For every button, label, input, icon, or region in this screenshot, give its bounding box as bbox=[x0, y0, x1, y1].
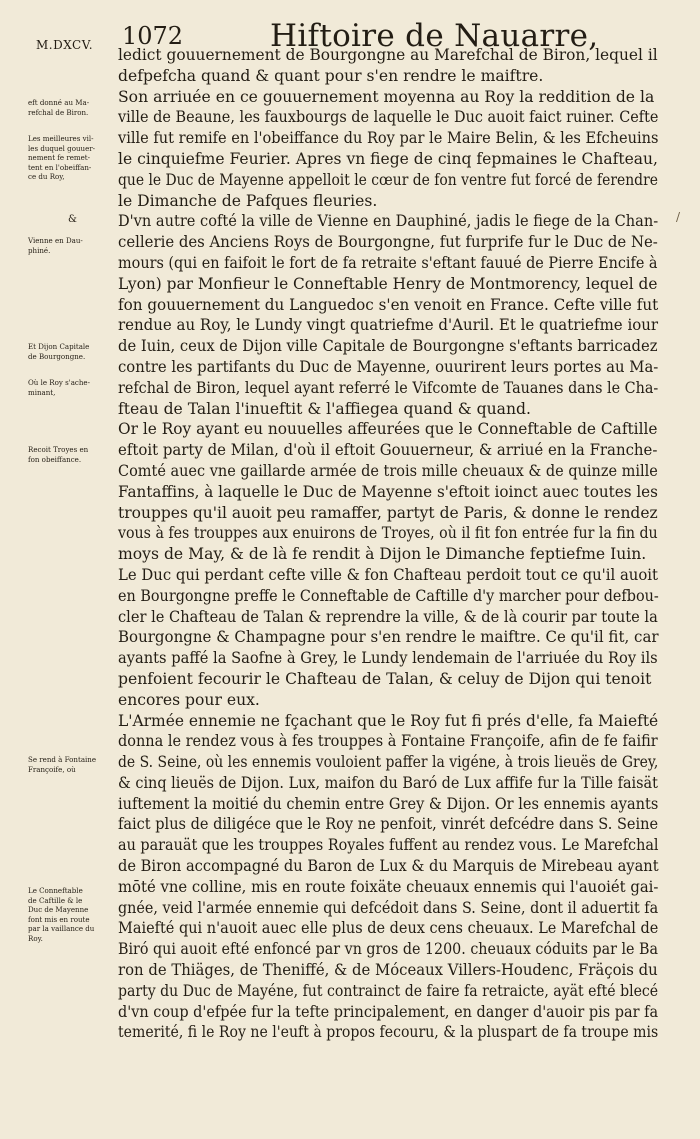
margin-note-line: Le Conneftable bbox=[28, 886, 83, 895]
text-line: Bourgongne & Champagne pour s'en rendre le maiftre. Ce qu'il fit, car bbox=[118, 628, 659, 647]
margin-note bbox=[28, 98, 120, 117]
text-line: de S. Seine, où les ennemis vouloient paffer la vigéne, à trois lieuës de Grey, bbox=[118, 753, 659, 772]
margin-note bbox=[28, 378, 120, 397]
text-line: de Iuin, ceux de Dijon ville Capitale de Bourgongne s'eftants barricadez bbox=[118, 337, 658, 356]
text-line: en Bourgongne preffe le Conneftable de Caftille d'y marcher pour defbou- bbox=[118, 586, 659, 605]
text-line: que le Duc de Mayenne appelloit le cœur de fon ventre fut forcé de ferendre bbox=[118, 170, 658, 189]
text-line: d'vn coup d'efpée fur la tefte principalement, en danger d'auoir pis par fa bbox=[118, 1002, 659, 1021]
margin-note-line: ce du Roy, bbox=[28, 172, 65, 182]
text-line: Son arriuée en ce gouuernement moyenna au Roy la reddition de la bbox=[118, 87, 655, 106]
text-line: gnée, veid l'armée ennemie qui defcédoit dans S. Seine, dont il aduertit fa bbox=[118, 898, 659, 917]
margin-note-line: Se rend à Fontaine bbox=[28, 755, 97, 764]
margin-note-line: phiné. bbox=[28, 245, 51, 255]
body-text bbox=[118, 45, 658, 1043]
text-line: Comté auec vne gaillarde armée de trois mille cheuaux & de quinze mille bbox=[118, 461, 658, 480]
text-line: fteau de Talan l'inueftit & l'affiegea quand & quand. bbox=[118, 399, 531, 418]
margin-note bbox=[28, 342, 120, 361]
text-line: Lyon) par Monfieur le Conneftable Henry de Montmorency, lequel de bbox=[118, 274, 658, 293]
text-line: eftoit party de Milan, d'où il eftoit Gouuerneur, & arriué en la Franche- bbox=[118, 441, 658, 460]
text-line: iuftement la moitié du chemin entre Grey & Dijon. Or les ennemis ayants bbox=[118, 794, 659, 813]
margin-ampersand: & bbox=[68, 214, 77, 225]
text-line: rendue au Roy, le Lundy vingt quatriefme d'Auril. Et le quatriefme iour bbox=[118, 316, 659, 335]
text-line: encores pour eux. bbox=[118, 690, 260, 709]
text-line: penfoient fecourir le Chafteau de Talan, & celuy de Dijon qui tenoit bbox=[118, 669, 652, 688]
margin-note-line: les duquel gouuer- bbox=[28, 143, 96, 153]
text-line: au parauät que les trouppes Royales fuffent au rendez vous. Le Marefchal bbox=[118, 836, 659, 855]
margin-note-line: font mis en route bbox=[28, 914, 90, 924]
text-line: donna le rendez vous à fes trouppes à Fontaine Françoife, afin de fe faifir bbox=[118, 732, 658, 751]
text-line: le cinquiefme Feurier. Apres vn fiege de cinq fepmaines le Chafteau, bbox=[118, 149, 658, 168]
margin-note-line: de Bourgongne. bbox=[28, 351, 86, 361]
text-line: moys de May, & de là fe rendit à Dijon le Dimanche feptiefme Iuin. bbox=[118, 545, 647, 564]
margin-note bbox=[28, 445, 120, 464]
text-line: ville fut remife en l'obeiffance du Roy par le Maire Belin, & les Efcheuins bbox=[118, 129, 659, 148]
text-line: party du Duc de Mayéne, fut contrainct de faire fa retraicte, ayät efté blecé bbox=[118, 981, 659, 1000]
text-line: temerité, fi le Roy ne l'euft à propos fecouru, & la pluspart de fa troupe mis bbox=[118, 1023, 659, 1042]
margin-note-line: Vienne en Dau- bbox=[28, 236, 83, 245]
margin-note bbox=[28, 755, 120, 774]
margin-note-line: Les meilleures vil- bbox=[28, 134, 94, 143]
text-line: cellerie des Anciens Roys de Bourgongne, fut furprife fur le Duc de Ne- bbox=[118, 233, 658, 252]
text-line: faict plus de diligéce que le Roy ne penfoit, vinrét defcédre dans S. Seine bbox=[118, 815, 659, 834]
text-line: Or le Roy ayant eu nouuelles affeurées que le Conneftable de Caftille bbox=[118, 420, 658, 439]
margin-note-line: Roy. bbox=[28, 933, 43, 943]
margin-note-line: fon obeiffance. bbox=[28, 454, 82, 464]
text-line: Maiefté qui n'auoit auec elle plus de deux cens cheuaux. Le Marefchal de bbox=[118, 919, 659, 938]
text-line: defpefcha quand & quant pour s'en rendre le maiftre. bbox=[118, 66, 544, 85]
running-title: Hiftoire de Nauarre, bbox=[270, 18, 599, 54]
text-line: Le Duc qui perdant cefte ville & fon Chafteau perdoit tout ce qu'il auoit bbox=[118, 565, 659, 584]
text-line: trouppes qu'il auoit peu ramaffer, partyt de Paris, & donne le rendez bbox=[118, 503, 658, 522]
text-line: Biró qui auoit efté enfoncé par vn gros de 1200. cheuaux códuits par le Ba bbox=[118, 940, 659, 959]
margin-note-line: Et Dijon Capitale bbox=[28, 342, 90, 351]
text-line: contre les partifants du Duc de Mayenne, ouurirent leurs portes au Ma- bbox=[118, 357, 659, 376]
text-line: ville de Beaune, les fauxbourgs de laquelle le Duc auoit faict ruiner. Cefte bbox=[118, 108, 659, 127]
margin-note bbox=[28, 886, 120, 944]
page-number: 1072 bbox=[122, 22, 184, 50]
running-year: M.DXCV. bbox=[36, 38, 94, 52]
margin-note-line: tent en l'obeiffan- bbox=[28, 162, 92, 172]
margin-note-line: eft donné au Ma- bbox=[28, 98, 90, 107]
margin-note-line: Recoit Troyes en bbox=[28, 445, 89, 454]
margin-note-line: de Caftille & le bbox=[28, 895, 83, 905]
margin-note-line: Françoife, où bbox=[28, 764, 76, 774]
margin-note bbox=[28, 134, 120, 182]
text-line: L'Armée ennemie ne fçachant que le Roy fut fi prés d'elle, fa Maiefté bbox=[118, 711, 659, 730]
margin-note-line: par la vaillance du bbox=[28, 924, 95, 934]
text-line: vous à fes trouppes aux enuirons de Troyes, où il fit fon entrée fur la fin du bbox=[118, 524, 658, 543]
text-line: ron de Thiäges, de Theniffé, & de Móceaux Villers-Houdenc, Fräçois du bbox=[118, 961, 658, 980]
margin-note-line: Où le Roy s'ache- bbox=[28, 378, 91, 387]
text-line: ayants paffé la Saofne à Grey, le Lundy lendemain de l'arriuée du Roy ils bbox=[118, 649, 658, 668]
text-line: D'vn autre cofté la ville de Vienne en Dauphiné, jadis le fiege de la Chan- bbox=[118, 212, 659, 231]
text-line: Fantaffins, à laquelle le Duc de Mayenne s'eftoit ioinct auec toutes les bbox=[118, 482, 658, 501]
margin-note-line: nement fe remet- bbox=[28, 153, 91, 163]
text-line: refchal de Biron, lequel ayant referré le Vifcomte de Tauanes dans le Cha- bbox=[118, 378, 659, 397]
text-line: de Biron accompagné du Baron de Lux & du Marquis de Mirebeau ayant bbox=[118, 857, 659, 876]
text-line: & cinq lieuës de Dijon. Lux, maifon du Baró de Lux affife fur la Tille faisät bbox=[118, 773, 658, 792]
text-line: le Dimanche de Pafques fleuries. bbox=[118, 191, 378, 210]
edge-mark: / bbox=[676, 210, 681, 224]
margin-note-line: minant, bbox=[28, 387, 56, 397]
text-line: mōté vne colline, mis en route foixäte cheuaux ennemis qui l'auoiét gai- bbox=[118, 877, 659, 896]
text-line: fon gouuernement du Languedoc s'en venoit en France. Cefte ville fut bbox=[118, 295, 659, 314]
text-line: ledict gouuernement de Bourgongne au Marefchal de Biron, lequel il bbox=[118, 46, 658, 64]
text-line: mours (qui en faifoit le fort de fa retraite s'eftant fauué de Pierre Encife à bbox=[118, 253, 658, 272]
text-line: cler le Chafteau de Talan & reprendre la ville, & de là courir par toute la bbox=[118, 607, 658, 626]
margin-note-line: Duc de Mayenne bbox=[28, 905, 89, 915]
margin-note bbox=[28, 236, 120, 255]
margin-note-line: refchal de Biron. bbox=[28, 107, 89, 117]
